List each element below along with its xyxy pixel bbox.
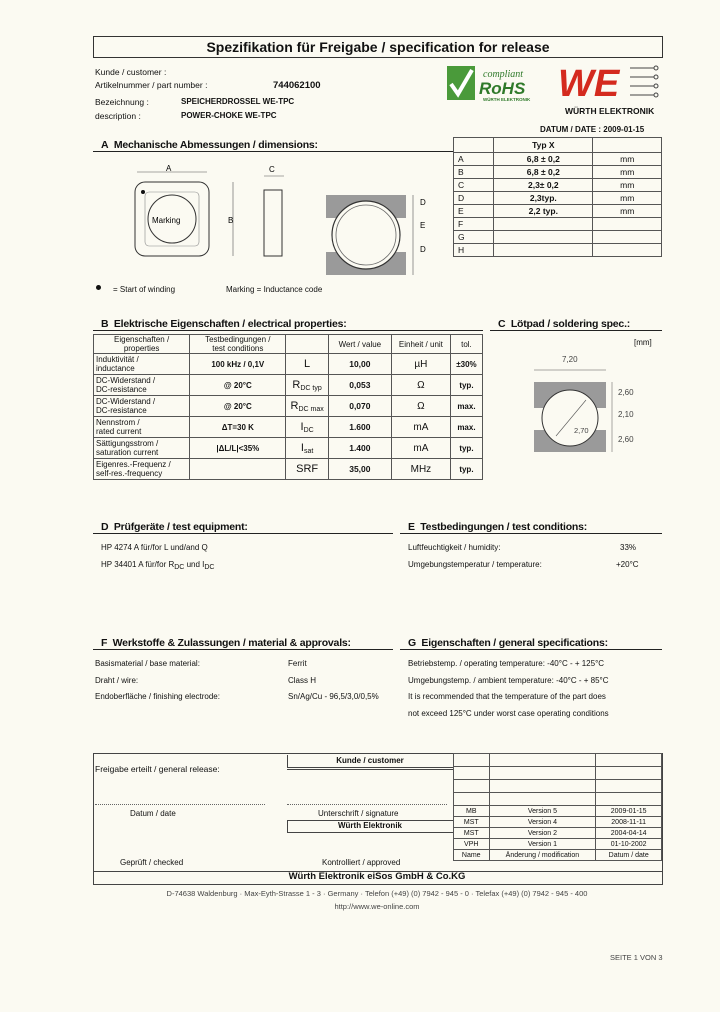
part-number-label: Artikelnummer / part number :: [95, 80, 208, 90]
rev-name: VPH: [454, 839, 490, 850]
humidity-label: Luftfeuchtigkeit / humidity:: [408, 543, 501, 552]
pad-d2-label: 2,10: [618, 410, 634, 419]
tolerance: typ.: [450, 459, 482, 480]
base-material-label: Basismaterial / base material:: [95, 659, 200, 668]
checked-label: Geprüft / checked: [120, 858, 184, 867]
equipment-line-2: HP 34401 A für/for RDC und IDC: [101, 560, 215, 571]
pad-unit: [mm]: [634, 338, 652, 347]
dim-value: 2,3typ.: [494, 192, 593, 205]
dim-row: [454, 179, 662, 192]
dim-value: [494, 231, 593, 244]
col-value: Wert / value: [328, 335, 391, 354]
section-a-header: [101, 139, 318, 151]
typ-header: Typ X: [494, 138, 593, 153]
dim-value: [494, 218, 593, 231]
section-d-letter: D: [101, 521, 109, 533]
section-d-header: [101, 521, 248, 533]
description: POWER-CHOKE WE-TPC: [181, 111, 277, 120]
revision-row: [454, 828, 662, 839]
dimensions-table: [453, 137, 662, 257]
dim-value: 6,8 ± 0,2: [494, 166, 593, 179]
rev-date: 2008-11-11: [596, 817, 662, 828]
col-tol: tol.: [450, 335, 482, 354]
dim-unit: mm: [593, 192, 662, 205]
section-e-header: [408, 521, 587, 533]
rev-mod: Version 5: [489, 806, 596, 817]
rev-header-date: Datum / date: [596, 850, 662, 861]
property: Induktivität / inductance: [94, 354, 190, 375]
dim-unit: mm: [593, 179, 662, 192]
dim-value: [494, 244, 593, 257]
section-b-title: Elektrische Eigenschaften / electrical properties:: [113, 318, 347, 330]
customer-box-label: Kunde / customer: [336, 756, 404, 765]
we-logo: [556, 60, 662, 106]
condition: @ 20°C: [190, 375, 286, 396]
condition: |ΔL/L|<35%: [190, 438, 286, 459]
revision-row: [454, 817, 662, 828]
footer-address: D-74638 Waldenburg · Max-Eyth-Strasse 1 - 3 · Germany · Telefon (+49) (0) 7942 - 945 - 0 · Telefax (+49) (0) 7942 - 945 - 400: [166, 889, 588, 898]
spec-line-2: Umgebungstemp. / ambient temperature: -40°C - + 85°C: [408, 676, 609, 685]
section-g-title: Eigenschaften / general specifications:: [421, 637, 608, 649]
section-g-letter: G: [408, 637, 416, 649]
section-f-letter: F: [101, 637, 108, 649]
rev-header-mod: Änderung / modification: [489, 850, 596, 861]
dim-value: 6,8 ± 0,2: [494, 153, 593, 166]
dim-key: F: [454, 218, 494, 231]
dim-a-label: A: [166, 164, 172, 173]
electrical-row: [94, 438, 483, 459]
property: Sättigungsstrom / saturation current: [94, 438, 190, 459]
unit: mA: [391, 438, 450, 459]
dim-key: G: [454, 231, 494, 244]
date-label: Datum / date: [130, 809, 176, 818]
revision-row: [454, 839, 662, 850]
electrical-table: [93, 334, 483, 480]
dim-unit: mm: [593, 205, 662, 218]
col-symbol: [286, 335, 328, 354]
finish-label: Endoberfläche / finishing electrode:: [95, 692, 220, 701]
rev-mod: Version 2: [489, 828, 596, 839]
col-conditions: Testbedingungen / test conditions: [190, 335, 286, 354]
tolerance: max.: [450, 417, 482, 438]
dim-row: [454, 244, 662, 257]
rev-date: 2004-04-14: [596, 828, 662, 839]
marking-label: Marking: [152, 216, 181, 225]
dim-d2-label: D: [420, 245, 426, 254]
general-release-label: Freigabe erteilt / general release:: [95, 764, 220, 774]
winding-start-dot: [141, 190, 145, 194]
spec-line-4: not exceed 125°C under worst case operating conditions: [408, 709, 609, 718]
tolerance: typ.: [450, 375, 482, 396]
dim-value: 2,2 typ.: [494, 205, 593, 218]
unit: Ω: [391, 375, 450, 396]
dim-b-label: B: [228, 216, 234, 225]
page-number: SEITE 1 VON 3: [610, 953, 663, 962]
property: Nennstrom / rated current: [94, 417, 190, 438]
dim-key: C: [454, 179, 494, 192]
dim-row: [454, 205, 662, 218]
rohs-compliant-text: compliant: [483, 69, 523, 80]
tolerance: typ.: [450, 438, 482, 459]
section-b-header: [101, 318, 347, 330]
spec-line-3: It is recommended that the temperature of the part does: [408, 692, 606, 701]
pad-d1-label: 2,60: [618, 388, 634, 397]
temperature-value: +20°C: [616, 560, 639, 569]
property: Eigenres.-Frequenz / self-res.-frequency: [94, 459, 190, 480]
company-name: Würth Elektronik eiSos GmbH & Co.KG: [288, 871, 466, 882]
tolerance: ±30%: [450, 354, 482, 375]
dim-key: E: [454, 205, 494, 218]
we-logo-text: WE: [558, 63, 620, 105]
rev-name: MB: [454, 806, 490, 817]
condition: 100 kHz / 0,1V: [190, 354, 286, 375]
dim-row: [454, 231, 662, 244]
dim-unit: [593, 231, 662, 244]
rohs-logo: [447, 66, 549, 102]
unit: MHz: [391, 459, 450, 480]
winding-legend-dot: [96, 285, 101, 290]
symbol: $R_{DC max}$: [286, 396, 328, 417]
condition: @ 20°C: [190, 396, 286, 417]
rev-date: 01-10-2002: [596, 839, 662, 850]
signature-label: Unterschrift / signature: [318, 809, 399, 818]
symbol: $I_{DC}$: [286, 417, 328, 438]
date-line: DATUM / DATE : 2009-01-15: [540, 125, 645, 134]
footer-url[interactable]: http://www.we-online.com: [334, 902, 420, 911]
value: 1.600: [328, 417, 391, 438]
rev-date: 2009-01-15: [596, 806, 662, 817]
electrical-row: [94, 417, 483, 438]
legend-marking: Marking = Inductance code: [226, 285, 323, 294]
rev-name: MST: [454, 817, 490, 828]
electrical-row: [94, 375, 483, 396]
equipment-line-1: HP 4274 A für/for L und/and Q: [101, 543, 208, 552]
value: 0,053: [328, 375, 391, 396]
symbol: $R_{DC typ}$: [286, 375, 328, 396]
unit: µH: [391, 354, 450, 375]
dim-row: [454, 166, 662, 179]
we-box-label: Würth Elektronik: [337, 821, 402, 830]
dim-unit: [593, 218, 662, 231]
electrical-row: [94, 396, 483, 417]
wire-label: Draht / wire:: [95, 676, 139, 685]
description-label: description :: [95, 111, 141, 121]
brand-name: WÜRTH ELEKTRONIK: [565, 106, 655, 116]
unit: Ω: [391, 396, 450, 417]
dim-unit: [593, 244, 662, 257]
condition: [190, 459, 286, 480]
wire-value: Class H: [288, 676, 317, 685]
revision-table: [453, 753, 662, 861]
pad-width-label: 7,20: [562, 355, 578, 364]
dim-c-label: C: [269, 165, 275, 174]
base-material-value: Ferrit: [288, 659, 307, 668]
designation-label: Bezeichnung :: [95, 97, 149, 107]
section-c-letter: C: [498, 318, 506, 330]
symbol: SRF: [286, 459, 328, 480]
dim-unit: mm: [593, 153, 662, 166]
dim-key: H: [454, 244, 494, 257]
dim-e-label: E: [420, 221, 426, 230]
dim-d1-label: D: [420, 198, 426, 207]
dim-key: A: [454, 153, 494, 166]
value: 1.400: [328, 438, 391, 459]
rohs-text: RoHS: [479, 79, 526, 98]
dim-row: [454, 218, 662, 231]
symbol: L: [286, 354, 328, 375]
mechanical-drawing: [100, 160, 440, 278]
section-c-title: Lötpad / soldering spec.:: [510, 318, 631, 330]
section-e-title: Testbedingungen / test conditions:: [420, 521, 588, 533]
dim-row: [454, 192, 662, 205]
section-b-letter: B: [101, 318, 109, 330]
dim-key: D: [454, 192, 494, 205]
property: DC-Widerstand / DC-resistance: [94, 375, 190, 396]
section-f-title: Werkstoffe & Zulassungen / material & approvals:: [112, 637, 351, 649]
temperature-label: Umgebungstemperatur / temperature:: [408, 560, 542, 569]
condition: ΔT=30 K: [190, 417, 286, 438]
rev-mod: Version 4: [489, 817, 596, 828]
humidity-value: 33%: [620, 543, 637, 552]
page-title: Spezifikation für Freigabe / specification for release: [93, 36, 663, 58]
section-a-letter: A: [101, 139, 109, 151]
section-c-header: [498, 318, 630, 330]
section-d-title: Prüfgeräte / test equipment:: [113, 521, 248, 533]
spec-line-1: Betriebstemp. / operating temperature: -40°C - + 125°C: [408, 659, 605, 668]
value: 35,00: [328, 459, 391, 480]
customer-label: Kunde / customer :: [95, 67, 167, 77]
section-f-header: [101, 637, 351, 649]
dim-unit: mm: [593, 166, 662, 179]
electrical-row: [94, 354, 483, 375]
part-number: 744062100: [273, 80, 321, 91]
value: 10,00: [328, 354, 391, 375]
dim-row: [454, 153, 662, 166]
section-g-header: [408, 637, 608, 649]
pad-diameter-label: 2,70: [574, 426, 589, 435]
pad-d3-label: 2,60: [618, 435, 634, 444]
electrical-row: [94, 459, 483, 480]
soldering-pad-drawing: [500, 348, 660, 458]
rev-mod: Version 1: [489, 839, 596, 850]
tolerance: max.: [450, 396, 482, 417]
section-a-title: Mechanische Abmessungen / dimensions:: [113, 139, 318, 151]
rev-name: MST: [454, 828, 490, 839]
finish-value: Sn/Ag/Cu - 96,5/3,0/0,5%: [288, 692, 379, 701]
legend-winding: = Start of winding: [113, 285, 176, 294]
rohs-sub-text: WÜRTH ELEKTRONIK: [483, 97, 531, 102]
designation: SPEICHERDROSSEL WE-TPC: [181, 97, 295, 106]
value: 0,070: [328, 396, 391, 417]
dim-key: B: [454, 166, 494, 179]
approved-label: Kontrolliert / approved: [322, 858, 401, 867]
property: DC-Widerstand / DC-resistance: [94, 396, 190, 417]
dim-value: 2,3± 0,2: [494, 179, 593, 192]
col-unit: Einheit / unit: [391, 335, 450, 354]
revision-row: [454, 806, 662, 817]
rev-header-name: Name: [454, 850, 490, 861]
unit: mA: [391, 417, 450, 438]
col-properties: Eigenschaften / properties: [94, 335, 190, 354]
section-e-letter: E: [408, 521, 415, 533]
symbol: $I_{sat}$: [286, 438, 328, 459]
